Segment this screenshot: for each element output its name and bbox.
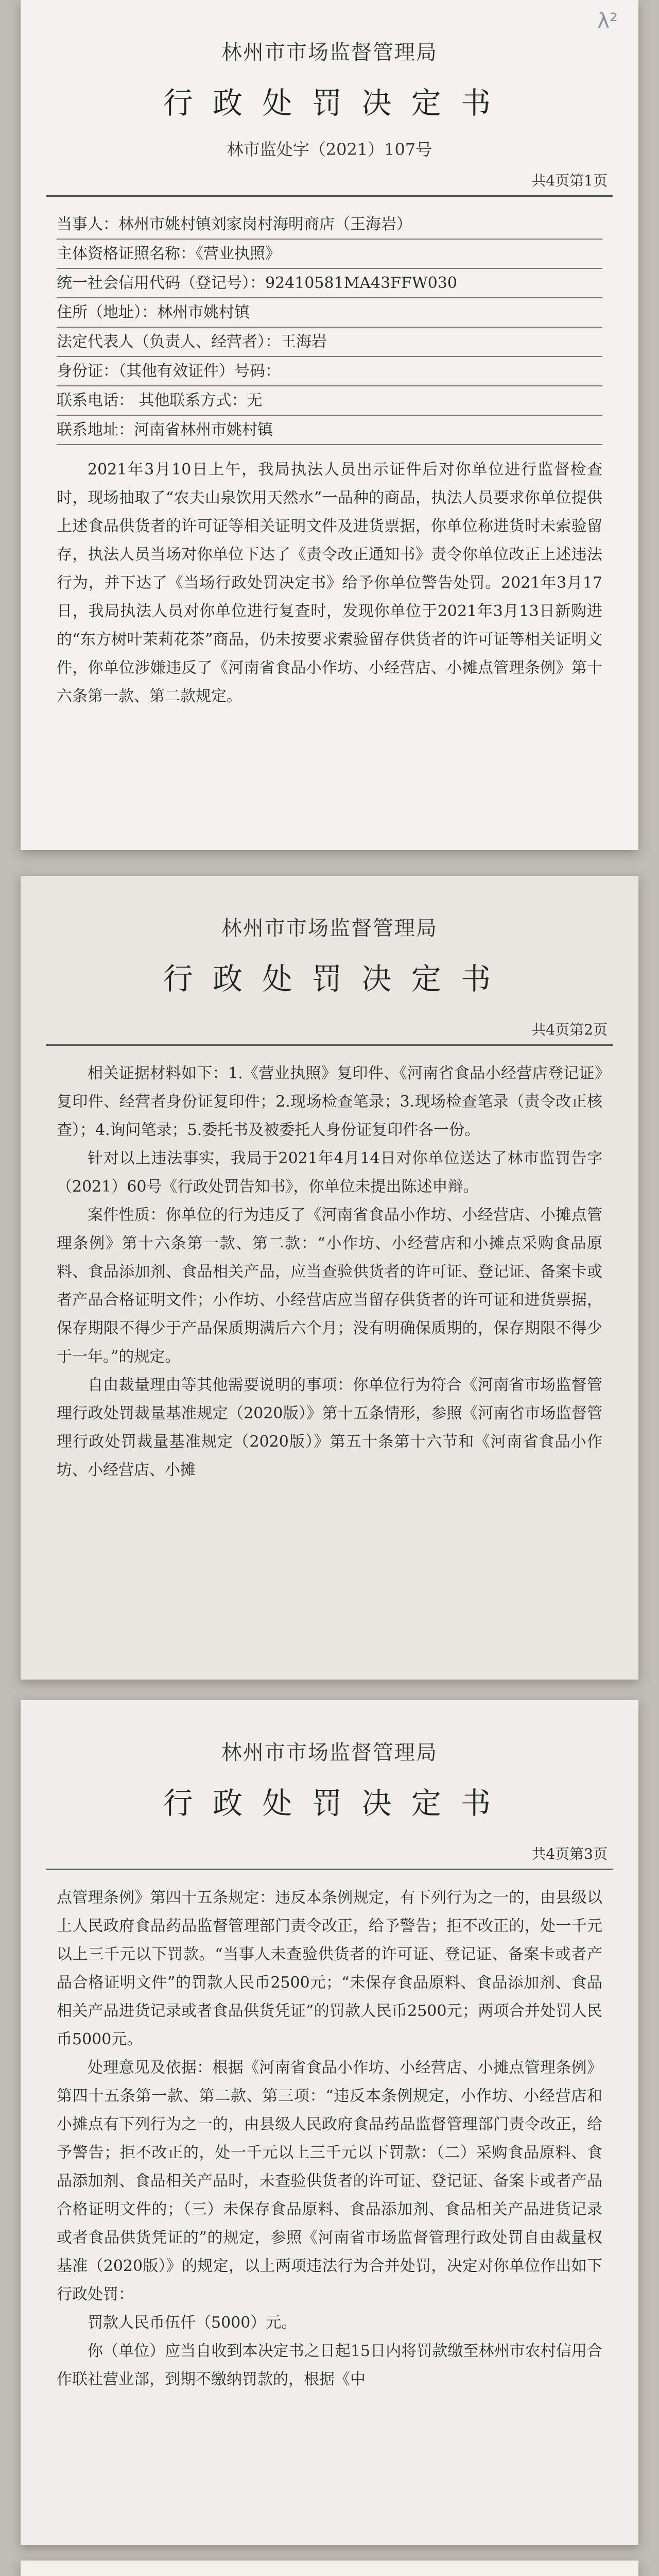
document-header [21,2561,638,2576]
page-number: 共4页第3页 [531,1845,608,1862]
document-number: 林市监处字（2021）107号 [227,140,432,159]
info-line: 统一社会信用代码（登记号）：92410581MA43FFW030 [57,269,602,298]
document-header [21,876,638,998]
document-header [21,0,638,160]
decision-basis-paragraph: 处理意见及依据：根据《河南省食品小作坊、小经营店、小摊点管理条例》第四十五条第一款、第二款、第三项：“违反本条例规定，小作坊、小经营店和小摊点有下列行为之一的，由县级人民政府食品药品监督管理部门责令改正，给予警告；拒不改正的，处一千元以上三千元以下罚款：（二）采购食品原料、食品添加剂、食品相关产品时，未查验供货者的许可证、登记证、备案卡或者产品合格证明文件的；（三）未保存食品原料、食品添加剂、食品相关产品进货记录或者食品供货凭证的”的规定，参照《河南省市场监督管理行政处罚自由裁量权基准（2020版）》的规定，以上两项违法行为合并处罚，决定对你单位作出如下行政处罚： [57,2059,602,2303]
payment-paragraph: 你（单位）应当自收到本决定书之日起15日内将罚款缴至林州市农村信用合作联社营业部，到期不缴纳罚款的，根据《中 [57,2342,602,2388]
document-page-4 [21,2561,638,2576]
info-line: 联系地址：河南省林州市姚村镇 [57,416,602,445]
party-info [21,197,638,710]
info-line: 主体资格证照名称：《营业执照》 [57,240,602,269]
page-number: 共4页第1页 [531,172,608,189]
document-title: 行 政 处 罚 决 定 书 [163,86,496,121]
document-title: 行 政 处 罚 决 定 书 [163,961,496,996]
page-2-body [21,1046,638,1484]
agency-name: 林州市市场监督管理局 [221,917,438,940]
page-number: 共4页第2页 [531,1021,608,1038]
agency-name: 林州市市场监督管理局 [221,1741,438,1765]
regulation-paragraph: 点管理条例》第四十五条规定：违反本条例规定，有下列行为之一的，由县级以上人民政府食品药品监督管理部门责令改正，给予警告；拒不改正的，处一千元以上三千元以下罚款。“当事人未查验供货者的许可证、登记证、备案卡或者产品合格证明文件”的罚款人民币2500元；“未保存食品原料、食品添加剂、食品相关产品进货记录或者食品供货凭证”的罚款人民币2500元；两项合并处罚人民币5000元。 [57,1889,602,2048]
case-nature-paragraph: 案件性质：你单位的行为违反了《河南省食品小作坊、小经营店、小摊点管理条例》第十六条第一款、第二款：“小作坊、小经营店和小摊点采购食品原料、食品添加剂、食品相关产品，应当查验供货者的许可证、登记证、备案卡或者产品合格证明文件；小作坊、小经营店应当留存供货者的许可证和进货票据，保存期限不得少于产品保质期满后六个月；没有明确保质期的，保存期限不得少于一年。”的规定。 [57,1206,602,1366]
evidence-paragraph: 相关证据材料如下：1.《营业执照》复印件、《河南省食品小经营店登记证》复印件、经营者身份证复印件；2.现场检查笔录；3.现场检查笔录（责令改正核查）；4.询问笔录；5.委托书及被委托人身份证复印件各一份。 [57,1064,602,1139]
info-line: 住所（地址）：林州市姚村镇 [57,298,602,328]
penalty-amount: 罚款人民币伍仟（5000）元。 [88,2314,297,2332]
info-line: 身份证：（其他有效证件）号码： [57,357,602,386]
document-page-2 [21,876,638,1680]
document-page-1 [21,0,638,850]
document-page-3 [21,1700,638,2545]
notice-paragraph: 针对以上违法事实，我局于2021年4月14日对你单位送达了林市监罚告字（2021）60号《行政处罚告知书》，你单位未提出陈述申辩。 [57,1149,602,1196]
document-header [21,1700,638,1822]
document-title: 行 政 处 罚 决 定 书 [163,1786,496,1821]
info-line: 法定代表人（负责人、经营者）：王海岩 [57,328,602,357]
handwritten-mark: λ² [597,9,618,33]
facts-paragraph: 2021年3月10日上午，我局执法人员出示证件后对你单位进行监督检查时，现场抽取了“农夫山泉饮用天然水”一品种的商品，执法人员要求你单位提供上述食品供货者的许可证等相关证明文件及进货票据，你单位称进货时未索验留存，执法人员当场对你单位下达了《责令改正通知书》责令你单位改正上述违法行为，并下达了《当场行政处罚决定书》给予你单位警告处罚。2021年3月17日，我局执法人员对你单位进行复查时，发现你单位于2021年3月13日新购进的“东方树叶茉莉花茶”商品，仍未按要求索验留存供货者的许可证等相关证明文件，你单位涉嫌违反了《河南省食品小作坊、小经营店、小摊点管理条例》第十六条第一款、第二款规定。 [57,461,602,705]
discretion-paragraph: 自由裁量理由等其他需要说明的事项：你单位行为符合《河南省市场监督管理行政处罚裁量基准规定（2020版）》第十五条情形，参照《河南省市场监督管理行政处罚裁量基准规定（2020版）》第五十条第十六节和《河南省食品小作坊、小经营店、小摊 [57,1376,602,1479]
agency-name: 林州市市场监督管理局 [221,41,438,64]
info-line: 当事人：林州市姚村镇刘家岗村海明商店（王海岩） [57,210,602,240]
info-line: 联系电话： 其他联系方式：无 [57,386,602,416]
page-3-body [21,1870,638,2394]
